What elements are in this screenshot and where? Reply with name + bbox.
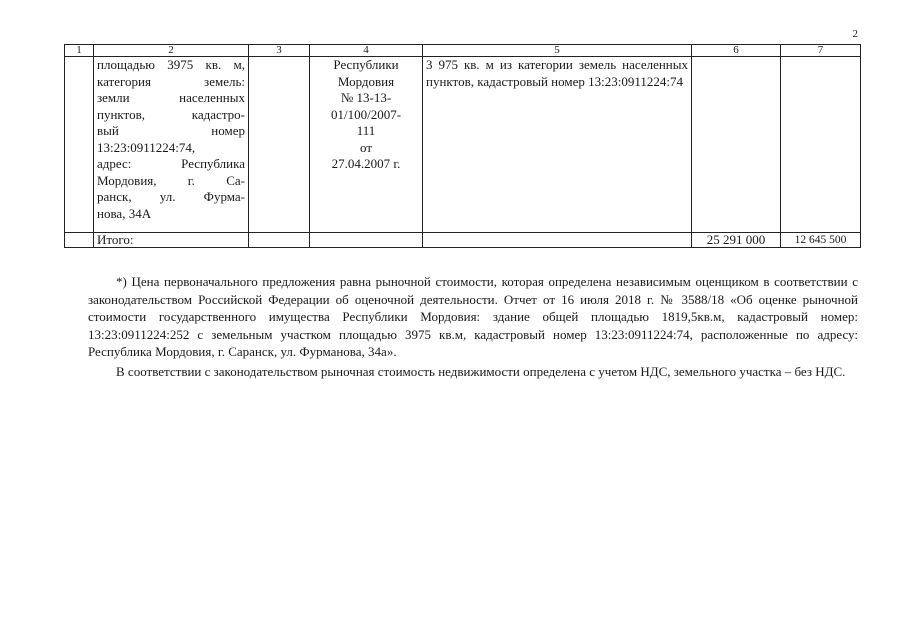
cell-col3 [249, 57, 310, 233]
description-line: Мордовия, г. Са- [97, 172, 245, 188]
cell-col7 [781, 57, 861, 233]
registration-line: Республики [333, 57, 399, 72]
total-empty-cell [249, 233, 310, 248]
total-price: 25 291 000 [692, 233, 781, 248]
description-line: нова, 34А [97, 205, 152, 221]
total-empty-cell [423, 233, 692, 248]
registration-line: Мордовия [337, 73, 395, 89]
cell-land-description: 3 975 кв. м из категории земель населенных пунктов, кадастровый номер 13:23:0911224:74 [423, 57, 692, 233]
total-empty-cell [310, 233, 423, 248]
registration-line: № 13-13- [340, 90, 392, 105]
registration-line: 111 [356, 123, 376, 138]
column-header: 5 [423, 45, 692, 57]
column-header: 6 [692, 45, 781, 57]
description-line: адрес: Республика [97, 156, 245, 171]
column-header: 2 [94, 45, 249, 57]
registration-line: от [359, 139, 372, 155]
footnote-paragraph: *) Цена первоначального предложения равна рыночной стоимости, которая определена независимым оценщиком в соответствии с законодательством Российской Федерации об оценочной деятельности. Отчет от 16 июля 2018 г. № 3588/18 «Об оценке рыночной стоимости государственного имущества Республики Мордовия: здание общей площадью 1819,5кв.м, кадастровый номер: 13:23:0911224:252 с земельным участком площадью 3975 кв.м, кадастровый номер 13:23:0911224:74, расположенные по адресу: Республика Мордовия, г. Саранск, ул. Фурманова, 34а». [88, 274, 858, 359]
description-line: земли населенных [97, 90, 245, 105]
description-line: вый номер [97, 123, 245, 138]
property-table [64, 44, 861, 248]
column-header: 7 [781, 45, 861, 57]
cell-col6 [692, 57, 781, 233]
total-deposit: 12 645 500 [781, 233, 861, 248]
column-header: 1 [65, 45, 94, 57]
vat-paragraph: В соответствии с законодательством рыночная стоимость недвижимости определена с учетом НДС, земельного участка – без НДС. [116, 363, 846, 379]
total-row [65, 233, 861, 248]
cell-number [65, 57, 94, 233]
total-empty-cell [65, 233, 94, 248]
description-line: ранск, ул. Фурма- [97, 189, 245, 204]
column-header: 3 [249, 45, 310, 57]
table-row [65, 57, 861, 233]
table-header-row [65, 45, 861, 57]
description-line: площадью 3975 кв. м, [97, 57, 245, 72]
notes-section [88, 273, 858, 380]
description-line: 13:23:0911224:74, [97, 139, 196, 155]
registration-line: 27.04.2007 г. [331, 156, 401, 171]
page-number: 2 [852, 28, 858, 40]
cell-registration [310, 57, 423, 233]
column-header: 4 [310, 45, 423, 57]
description-line: пунктов, кадастро- [97, 106, 245, 122]
description-line: категория земель: [97, 73, 245, 89]
cell-object-description [94, 57, 249, 233]
registration-line: 01/100/2007- [330, 106, 402, 122]
total-label: Итого: [94, 233, 249, 248]
